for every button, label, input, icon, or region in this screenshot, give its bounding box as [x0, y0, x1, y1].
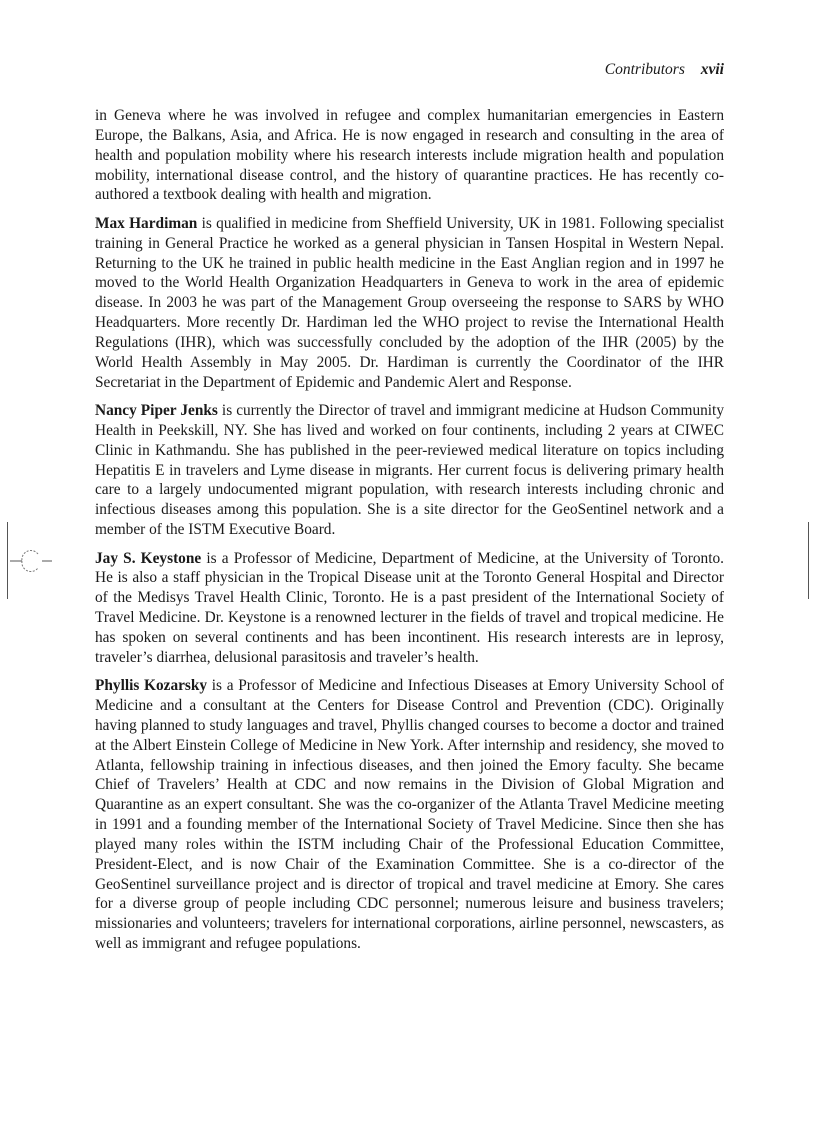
crop-mark-right-line	[808, 522, 809, 599]
bio-text: is currently the Director of travel and immigrant medicine at Hudson Community Health in Peekskill, NY. She has lived and worked on four continents, including 2 years at CIWEC Clinic in Kathmandu. She has published in the peer-reviewed medical literature on topics including Hepatitis E in travelers and Lyme disease in migrants. Her current focus is delivering primary health care to a largely undocumented migrant population, with research interests including chronic and infectious diseases among this population. She is a site director for the GeoSentinel network and a member of the ISTM Executive Board.	[95, 402, 724, 539]
contributors-text	[95, 106, 724, 963]
registration-mark-icon	[8, 548, 54, 574]
page-number: xvii	[700, 61, 724, 78]
bio-paragraph-keystone	[95, 549, 724, 668]
contributor-name: Jay S. Keystone	[95, 549, 202, 567]
bio-text: in Geneva where he was involved in refugee and complex humanitarian emergencies in Eastern Europe, the Balkans, Asia, and Africa. He is now engaged in research and consulting in the area of health and population mobility where his research interests include migration health and population mobility, international disease control, and the history of quarantine practices. He has recently co-authored a textbook dealing with health and migration.	[95, 107, 724, 204]
bio-text: is qualified in medicine from Sheffield University, UK in 1981. Following specialist training in General Practice he worked as a general physician in Tansen Hospital in Western Nepal. Returning to the UK he trained in public health medicine in the East Anglian region and in 1997 he moved to the World Health Organization Headquarters in Geneva to work in the area of epidemic disease. In 2003 he was part of the Management Group overseeing the response to SARS by WHO Headquarters. More recently Dr. Hardiman led the WHO project to revise the International Health Regulations (IHR), which was successfully concluded by the adoption of the IHR (2005) by the World Health Assembly in May 2005. Dr. Hardiman is currently the Coordinator of the IHR Secretariat in the Department of Epidemic and Pandemic Alert and Response.	[95, 214, 724, 391]
contributor-name: Max Hardiman	[95, 214, 198, 232]
bio-text: is a Professor of Medicine, Department of Medicine, at the University of Toronto. He is also a staff physician in the Tropical Disease unit at the Toronto General Hospital and Director of the Medisys Travel Health Clinic, Toronto. He is a past president of the International Society of Travel Medicine. Dr. Keystone is a renowned lecturer in the fields of travel and tropical medicine. He has spoken on several continents and has been incontinent. His research interests are in leprosy, traveler’s diarrhea, delusional parasitosis and traveler’s health.	[95, 549, 724, 666]
bio-paragraph-hardiman	[95, 214, 724, 393]
bio-paragraph-jenks	[95, 401, 724, 540]
bio-paragraph-continued	[95, 106, 724, 205]
contributor-name: Phyllis Kozarsky	[95, 677, 208, 695]
running-head	[605, 61, 724, 79]
bio-paragraph-kozarsky	[95, 676, 724, 954]
section-title: Contributors	[604, 61, 685, 78]
contributor-name: Nancy Piper Jenks	[95, 402, 218, 419]
bio-text: is a Professor of Medicine and Infectious Diseases at Emory University School of Medicine and a consultant at the Centers for Disease Control and Prevention (CDC). Originally having planned to study languages and travel, Phyllis changed courses to become a doctor and trained at the Albert Einstein College of Medicine in New York. After internship and residency, she moved to Atlanta, fellowship training in infectious diseases, and then joined the Emory faculty. She became Chief of Travelers’ Health at CDC and now remains in the Division of Global Migration and Quarantine as an expert consultant. She was the co-organizer of the Atlanta Travel Medicine meeting in 1991 and a founding member of the International Society of Travel Medicine. Since then she has played many roles within the ISTM including Chair of the Professional Education Committee, President-Elect, and is now Chair of the Examination Committee. She is a co-director of the GeoSentinel surveillance project and is director of tropical and travel medicine at Emory. She cares for a diverse group of people including CDC personnel; numerous leisure and business travelers; missionaries and volunteers; travelers for international corporations, airline personnel, newscasters, as well as immigrant and refugee populations.	[95, 677, 724, 953]
